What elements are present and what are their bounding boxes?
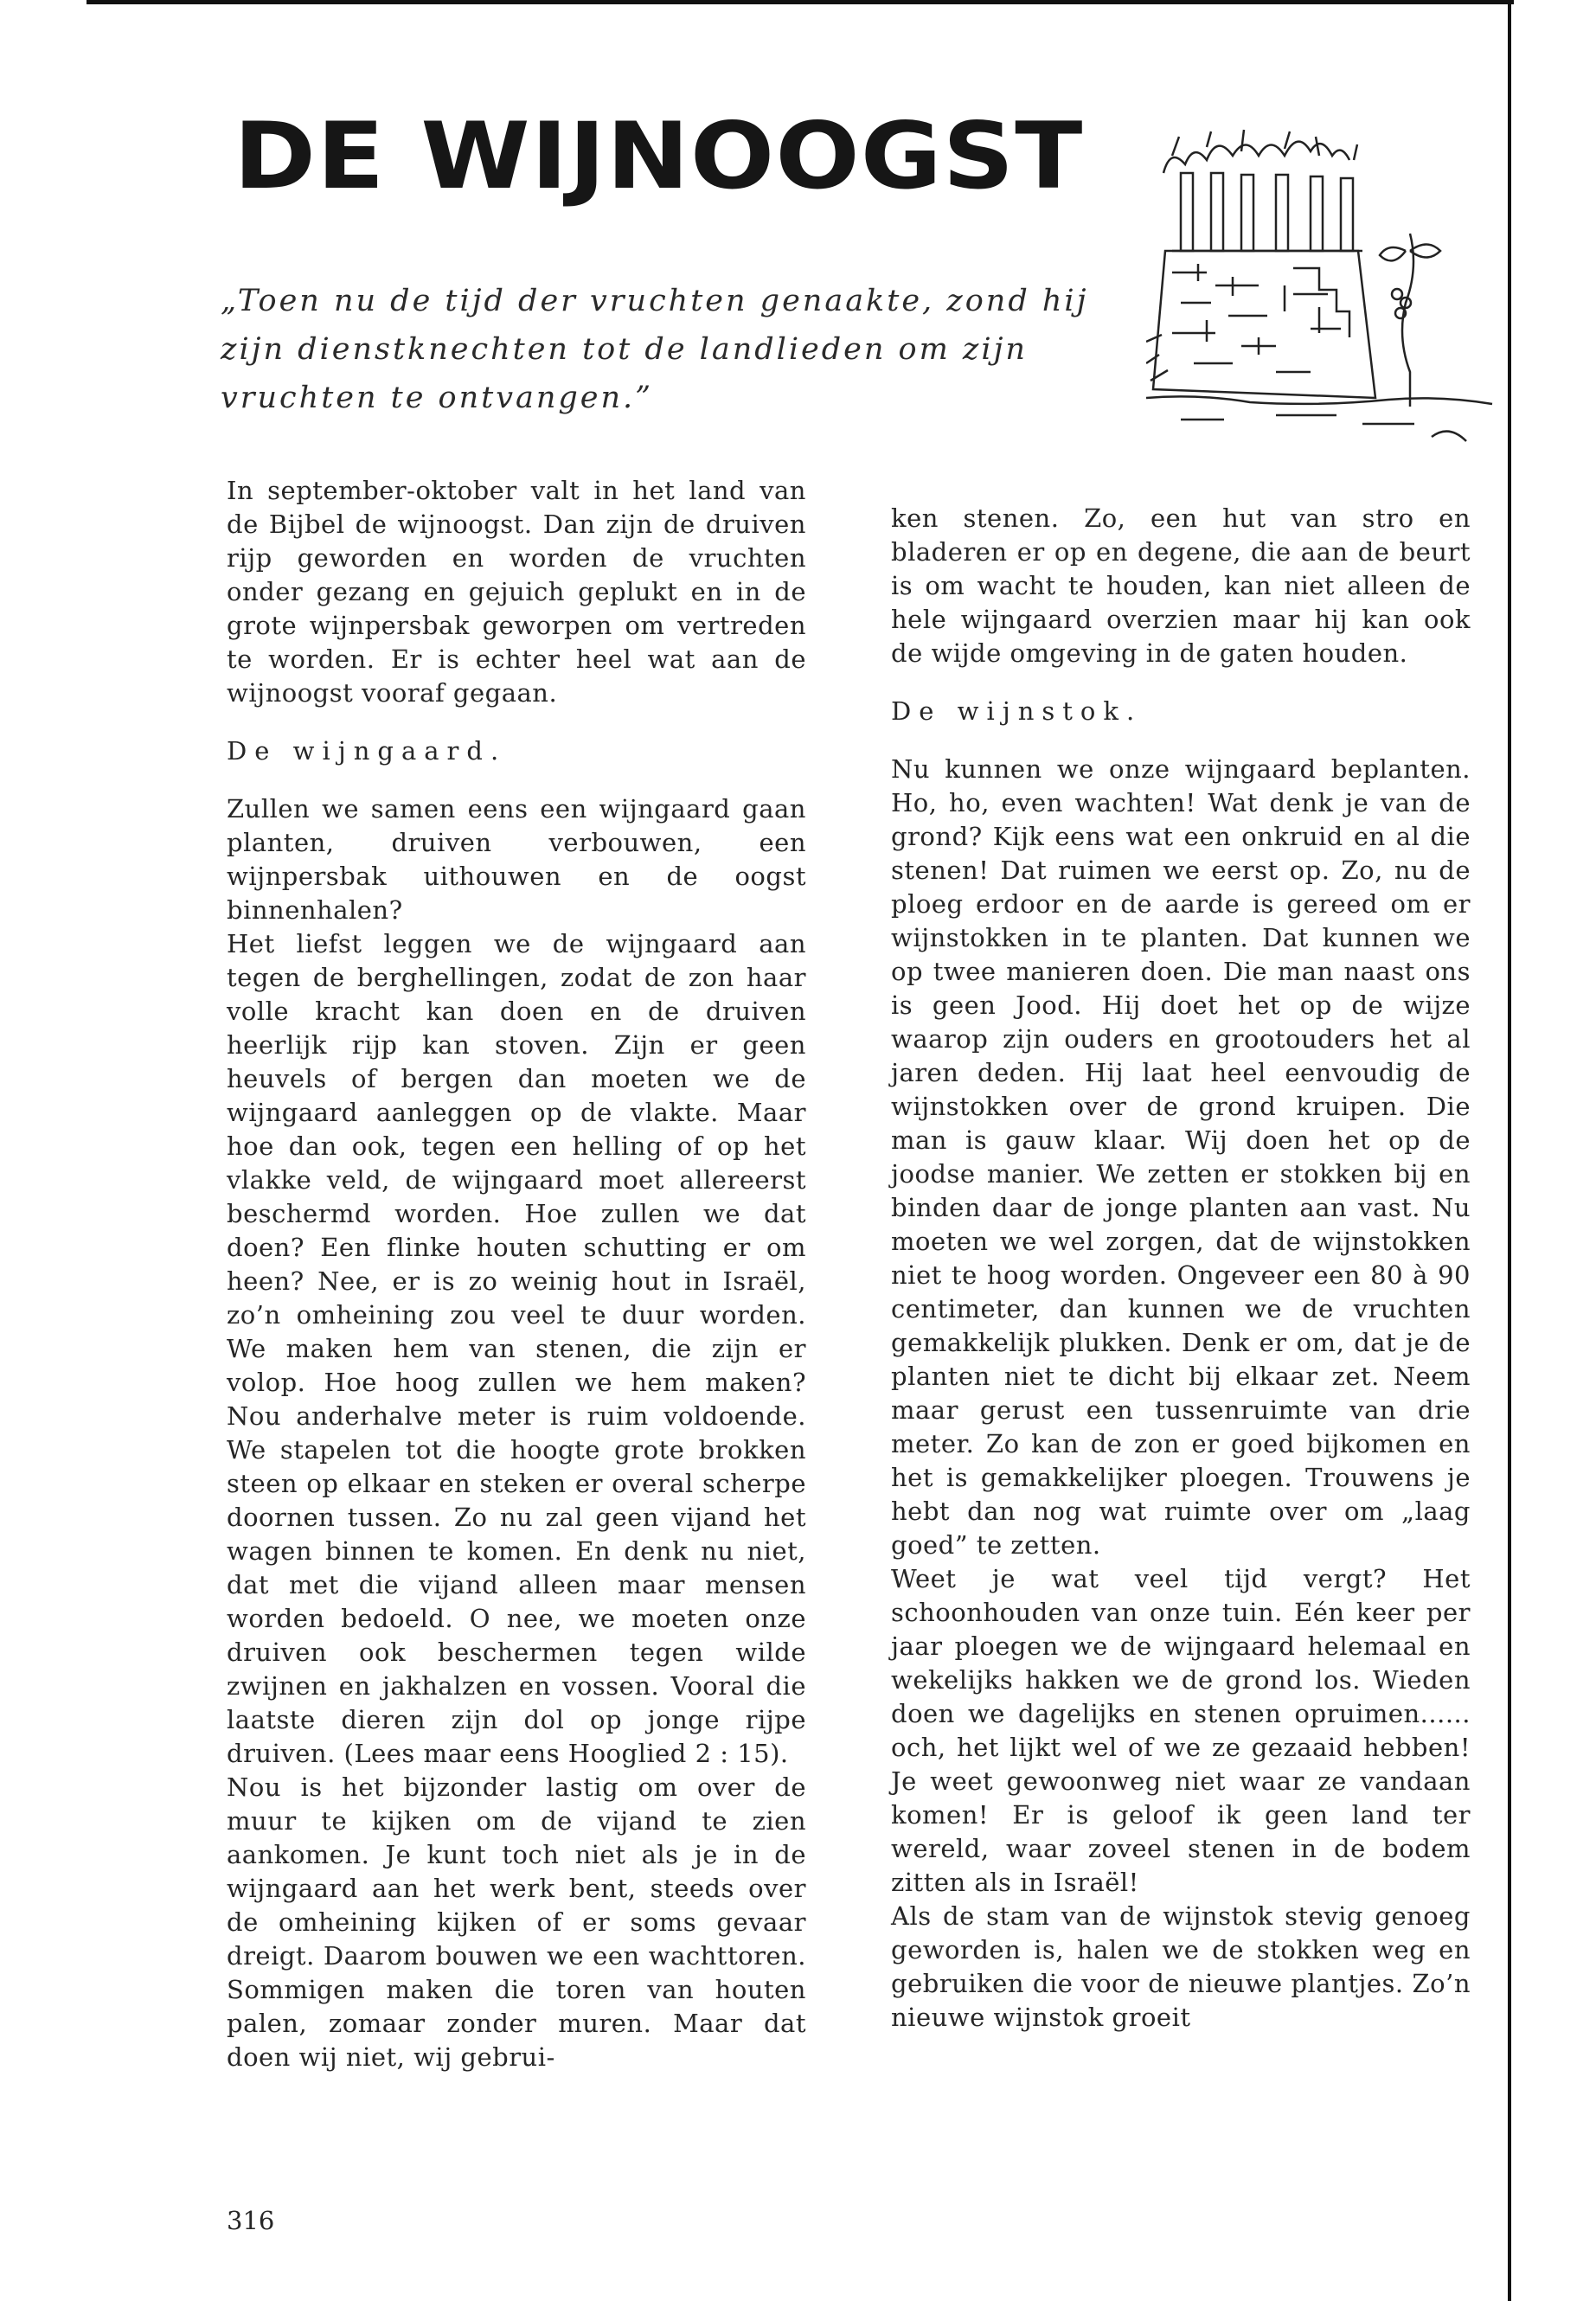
vineyard-watchtower-icon: [1146, 121, 1497, 450]
epigraph-quote: „Toen nu de tijd der vruchten genaakte, zond hij zijn dienstknechten tot de landlieden om zijn vruchten te ontvangen.”: [221, 284, 1089, 415]
body-paragraph: Het liefst leggen we de wijngaard aan tegen de berghellingen, zodat de zon haar volle kracht kan doen en de druiven heerlijk rijp kan stoven. Zijn er geen heuvels of bergen dan moeten we de wijngaard aanleggen op de vlakte. Maar hoe dan ook, tegen een helling of op het vlakke veld, de wijngaard moet allereerst beschermd worden. Hoe zullen we dat doen? Een flinke houten schutting er om heen? Nee, er is zo weinig hout in Israël, zo’n omheining zou veel te duur worden. We maken hem van stenen, die zijn er volop. Hoe hoog zullen we hem maken? Nou anderhalve meter is ruim voldoende. We stapelen tot die hoogte grote brokken steen op elkaar en steken er overal scherpe doornen tussen. Zo nu zal geen vijand het wagen binnen te komen. En denk nu niet, dat met die vijand alleen maar mensen worden bedoeld. O nee, we moeten onze druiven ook beschermen tegen wilde zwijnen en jakhalzen en vossen. Vooral die laatste dieren zijn dol op jonge rijpe druiven. (Lees maar eens Hooglied 2 : 15).: [227, 929, 806, 1768]
body-paragraph: Nou is het bijzonder lastig om over de muur te kijken om de vijand te zien aankomen. Je kunt toch niet als je in de wijngaard aan het werk bent, steeds over de omheining kijken of er soms gevaar dreigt. Daarom bouwen we een wachttoren. Sommigen maken die toren van houten palen, zomaar zonder muren. Maar dat doen wij niet, wij gebrui-: [227, 1772, 806, 2072]
page-title: DE WIJNOOGST: [234, 103, 1084, 209]
body-paragraph: Nu kunnen we onze wijngaard beplanten. Ho, ho, even wachten! Wat denk je van de grond? Kijk eens wat een onkruid en al die stenen! Dat ruimen we eerst op. Zo, nu de ploeg erdoor en de aarde is gereed om er wijnstokken in te planten. Dat kunnen we op twee manieren doen. Die man naast ons is geen Jood. Hij doet het op de wijze waarop zijn ouders en grootouders het al jaren deden. Hij laat heel eenvoudig de wijnstokken over de grond kruipen. Die man is gauw klaar. Wij doen het op de joodse manier. We zetten er stokken bij en binden daar de jonge planten aan vast. Nu moeten we wel zorgen, dat de wijnstokken niet te hoog worden. Ongeveer een 80 à 90 centimeter, dan kunnen we de vruchten gemakkelijk plukken. Denk er om, dat je de planten niet te dicht bij elkaar zet. Neem maar gerust een tussenruimte van drie meter. Zo kan de zon er goed bijkomen en het is gemakkelijker ploegen. Trouwens je hebt dan nog wat ruimte over om „laag goed” te zetten.: [891, 754, 1471, 1560]
top-rule: [87, 0, 1514, 4]
page-number: 316: [227, 2206, 275, 2235]
right-edge-rule: [1508, 0, 1511, 2301]
section-heading-wijngaard: De wijngaard.: [227, 736, 507, 766]
intro-paragraph: In september-oktober valt in het land van de Bijbel de wijnoogst. Dan zijn de druiven rijp geworden en worden de vruchten onder gezang en gejuich geplukt en in de grote wijnpersbak geworpen om vertreden te worden. Er is echter heel wat aan de wijnoogst vooraf gegaan.: [227, 476, 806, 708]
section-heading-wijnstok: De wijnstok.: [891, 696, 1143, 726]
left-column: [227, 474, 806, 2074]
right-column: [891, 502, 1471, 2035]
body-paragraph: ken stenen. Zo, een hut van stro en bladeren er op en degene, die aan de beurt is om wacht te houden, kan niet alleen de hele wijngaard overzien maar hij kan ook de wijde omgeving in de gaten houden.: [891, 503, 1471, 668]
body-paragraph: Weet je wat veel tijd vergt? Het schoonhouden van onze tuin. Eén keer per jaar ploegen we de wijngaard helemaal en wekelijks hakken we de grond los. Wieden doen we dagelijks en stenen opruimen...... och, het lijkt wel of we ze gezaaid hebben! Je weet gewoonweg niet waar ze vandaan komen! Er is geloof ik geen land ter wereld, waar zoveel stenen in de bodem zitten als in Israël!: [891, 1564, 1471, 1897]
body-paragraph: Als de stam van de wijnstok stevig genoeg geworden is, halen we de stokken weg en gebruiken die voor de nieuwe plantjes. Zo’n nieuwe wijnstok groeit: [891, 1901, 1471, 2032]
body-paragraph: Zullen we samen eens een wijngaard gaan planten, druiven verbouwen, een wijnpersbak uithouwen en de oogst binnenhalen?: [227, 794, 806, 925]
